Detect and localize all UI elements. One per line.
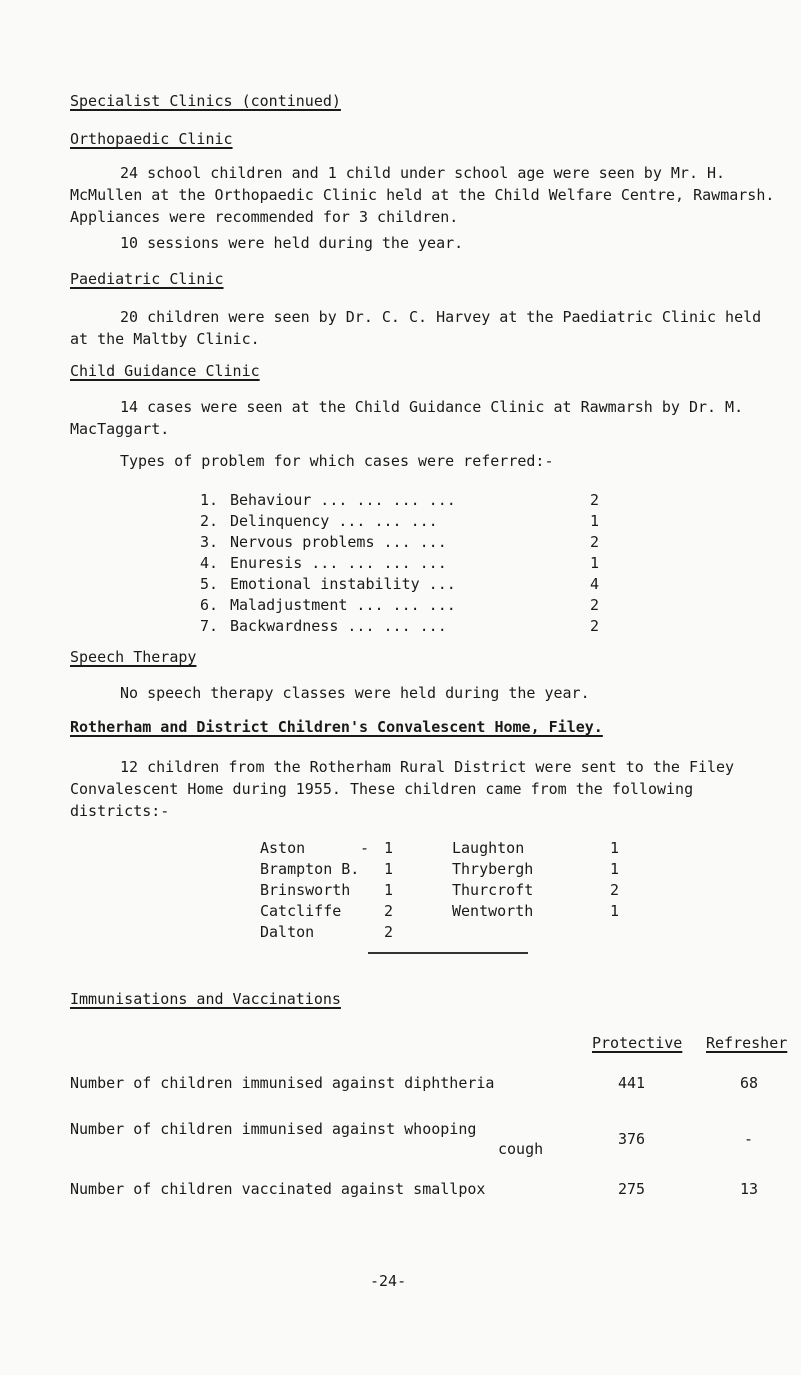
speech-therapy-paragraph: No speech therapy classes were held during the year. — [120, 684, 590, 702]
problem-types-intro: Types of problem for which cases were referred:- — [120, 452, 554, 470]
table-row: Catcliffe 2 — [260, 902, 394, 920]
section-title: Specialist Clinics (continued) — [70, 92, 341, 110]
row-whooping-label: Number of children immunised against whooping — [70, 1120, 477, 1138]
row-diphtheria-refresher: 68 — [740, 1074, 759, 1092]
row-whooping-label-cont: cough — [498, 1140, 544, 1158]
list-item: 7. Backwardness ... ... ... 2 — [200, 617, 600, 635]
convalescent-paragraph: 12 children from the Rotherham Rural District were sent to the Filey Convalescent Home during 1955. These children came from the following districts:- — [70, 758, 735, 820]
immunisations-heading: Immunisations and Vaccinations — [70, 990, 341, 1008]
paediatric-heading: Paediatric Clinic — [70, 270, 224, 288]
orthopaedic-paragraph: 24 school children and 1 child under school age were seen by Mr. H. McMullen at the Orthopaedic Clinic held at the Child Welfare Centre, Rawmarsh. Appliances were recommended for 3 children. — [70, 164, 775, 226]
table-row: Thurcroft 2 — [452, 881, 620, 899]
table-row: Dalton 2 — [260, 923, 394, 941]
row-diphtheria-protective: 441 — [618, 1074, 646, 1092]
table-row: Brinsworth 1 — [260, 881, 394, 899]
table-row: Aston - 1 — [260, 839, 394, 857]
column-header-refresher: Refresher — [706, 1034, 788, 1052]
list-item: 1. Behaviour ... ... ... ... 2 — [200, 491, 600, 509]
column-header-protective: Protective — [592, 1034, 683, 1052]
speech-therapy-heading: Speech Therapy — [70, 648, 197, 666]
table-row: Wentworth 1 — [452, 902, 620, 920]
row-smallpox-label: Number of children vaccinated against smallpox — [70, 1180, 486, 1198]
child-guidance-heading: Child Guidance Clinic — [70, 362, 260, 380]
list-item: 4. Enuresis ... ... ... ... 1 — [200, 554, 600, 572]
list-item: 6. Maladjustment ... ... ... 2 — [200, 596, 600, 614]
list-item: 3. Nervous problems ... ... 2 — [200, 533, 600, 551]
child-guidance-paragraph: 14 cases were seen at the Child Guidance Clinic at Rawmarsh by Dr. M. MacTaggart. — [70, 398, 744, 438]
section-divider — [368, 952, 528, 954]
row-smallpox-refresher: 13 — [740, 1180, 759, 1198]
districts-left — [260, 838, 393, 943]
row-smallpox-protective: 275 — [618, 1180, 646, 1198]
row-whooping-refresher: - — [744, 1130, 754, 1148]
districts-right — [452, 838, 619, 922]
table-row: Thrybergh 1 — [452, 860, 620, 878]
list-item: 2. Delinquency ... ... ... 1 — [200, 512, 600, 530]
problem-list — [200, 490, 599, 637]
page-number: -24- — [370, 1272, 407, 1290]
paediatric-paragraph: 20 children were seen by Dr. C. C. Harvey at the Paediatric Clinic held at the Maltby Clinic. — [70, 308, 762, 348]
table-row: Laughton 1 — [452, 839, 620, 857]
table-row: Brampton B. 1 — [260, 860, 394, 878]
convalescent-heading: Rotherham and District Children's Convalescent Home, Filey. — [70, 718, 603, 736]
orthopaedic-sessions: 10 sessions were held during the year. — [120, 234, 464, 252]
orthopaedic-heading: Orthopaedic Clinic — [70, 130, 233, 148]
list-item: 5. Emotional instability ... 4 — [200, 575, 600, 593]
row-whooping-protective: 376 — [618, 1130, 646, 1148]
row-diphtheria-label: Number of children immunised against diphtheria — [70, 1074, 495, 1092]
